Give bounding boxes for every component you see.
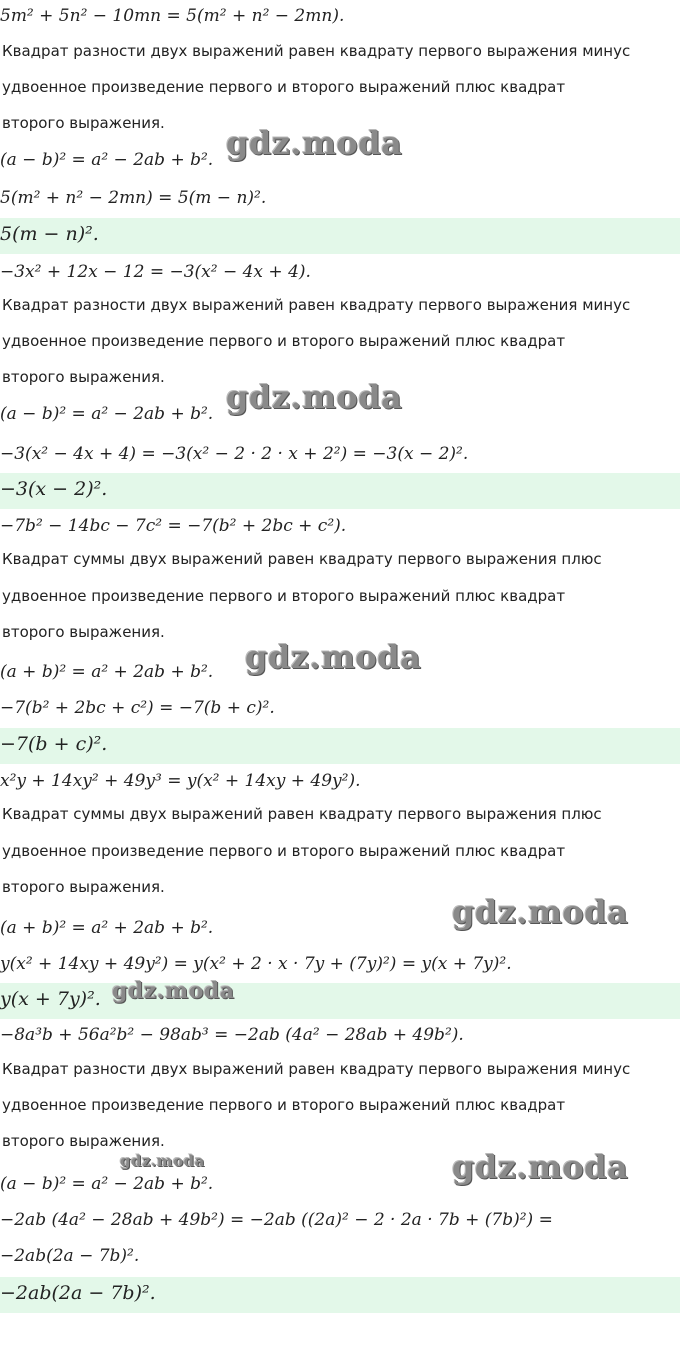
watermark: gdz.moda bbox=[120, 1152, 205, 1170]
block5-formula: (a − b)² = a² − 2ab + b². bbox=[0, 1174, 214, 1194]
block1-answer: 5(m − n)². bbox=[0, 223, 99, 245]
block2-step: −3(x² − 4x + 4) = −3(x² − 2 · 2 · x + 2²) = −3(x − 2)². bbox=[0, 444, 469, 464]
block4-step: y(x² + 14xy + 49y²) = y(x² + 2 · x · 7y + (7y)²) = y(x + 7y)². bbox=[0, 954, 512, 974]
block1-formula: (a − b)² = a² − 2ab + b². bbox=[0, 150, 214, 170]
block2-formula: (a − b)² = a² − 2ab + b². bbox=[0, 404, 214, 424]
watermark: gdz.moda bbox=[226, 378, 403, 416]
block3-step: −7(b² + 2bc + c²) = −7(b + c)². bbox=[0, 698, 275, 718]
block4-rule-line3: второго выражения. bbox=[2, 878, 165, 896]
block1-expression: 5m² + 5n² − 10mn = 5(m² + n² − 2mn). bbox=[0, 6, 345, 26]
block5-answer: −2ab(2a − 7b)². bbox=[0, 1282, 156, 1304]
watermark: gdz.moda bbox=[452, 893, 629, 931]
block2-rule-line3: второго выражения. bbox=[2, 368, 165, 386]
block2-expression: −3x² + 12x − 12 = −3(x² − 4x + 4). bbox=[0, 262, 311, 282]
block4-formula: (a + b)² = a² + 2ab + b². bbox=[0, 918, 214, 938]
watermark: gdz.moda bbox=[452, 1148, 629, 1186]
block2-answer: −3(x − 2)². bbox=[0, 478, 108, 500]
block3-rule-line2: удвоенное произведение первого и второго выражений плюс квадрат bbox=[2, 587, 566, 605]
watermark: gdz.moda bbox=[245, 638, 422, 676]
block3-formula: (a + b)² = a² + 2ab + b². bbox=[0, 662, 214, 682]
block5-rule-line1: Квадрат разности двух выражений равен квадрату первого выражения минус bbox=[2, 1060, 631, 1078]
block5-step-line1: −2ab (4a² − 28ab + 49b²) = −2ab ((2a)² − 2 · 2a · 7b + (7b)²) = bbox=[0, 1210, 553, 1230]
watermark: gdz.moda bbox=[112, 978, 235, 1004]
block1-rule-line3: второго выражения. bbox=[2, 114, 165, 132]
block5-step-line2: −2ab(2a − 7b)². bbox=[0, 1246, 140, 1266]
block4-answer: y(x + 7y)². bbox=[0, 988, 101, 1010]
block5-expression: −8a³b + 56a²b² − 98ab³ = −2ab (4a² − 28ab + 49b²). bbox=[0, 1025, 464, 1045]
block5-rule-line2: удвоенное произведение первого и второго выражений плюс квадрат bbox=[2, 1096, 566, 1114]
block4-rule-line2: удвоенное произведение первого и второго выражений плюс квадрат bbox=[2, 842, 566, 860]
block1-rule-line2: удвоенное произведение первого и второго выражений плюс квадрат bbox=[2, 78, 566, 96]
block3-rule-line3: второго выражения. bbox=[2, 623, 165, 641]
block3-answer: −7(b + c)². bbox=[0, 733, 108, 755]
block3-expression: −7b² − 14bc − 7c² = −7(b² + 2bc + c²). bbox=[0, 516, 347, 536]
block5-rule-line3: второго выражения. bbox=[2, 1132, 165, 1150]
block4-rule-line1: Квадрат суммы двух выражений равен квадрату первого выражения плюс bbox=[2, 805, 602, 823]
block2-rule-line1: Квадрат разности двух выражений равен квадрату первого выражения минус bbox=[2, 296, 631, 314]
block1-rule-line1: Квадрат разности двух выражений равен квадрату первого выражения минус bbox=[2, 42, 631, 60]
block3-rule-line1: Квадрат суммы двух выражений равен квадрату первого выражения плюс bbox=[2, 550, 602, 568]
block4-answer-band bbox=[0, 983, 680, 1019]
block2-rule-line2: удвоенное произведение первого и второго выражений плюс квадрат bbox=[2, 332, 566, 350]
block4-expression: x²y + 14xy² + 49y³ = y(x² + 14xy + 49y²). bbox=[0, 771, 361, 791]
watermark: gdz.moda bbox=[226, 124, 403, 162]
block1-answer-band bbox=[0, 218, 680, 254]
block1-step: 5(m² + n² − 2mn) = 5(m − n)². bbox=[0, 188, 267, 208]
